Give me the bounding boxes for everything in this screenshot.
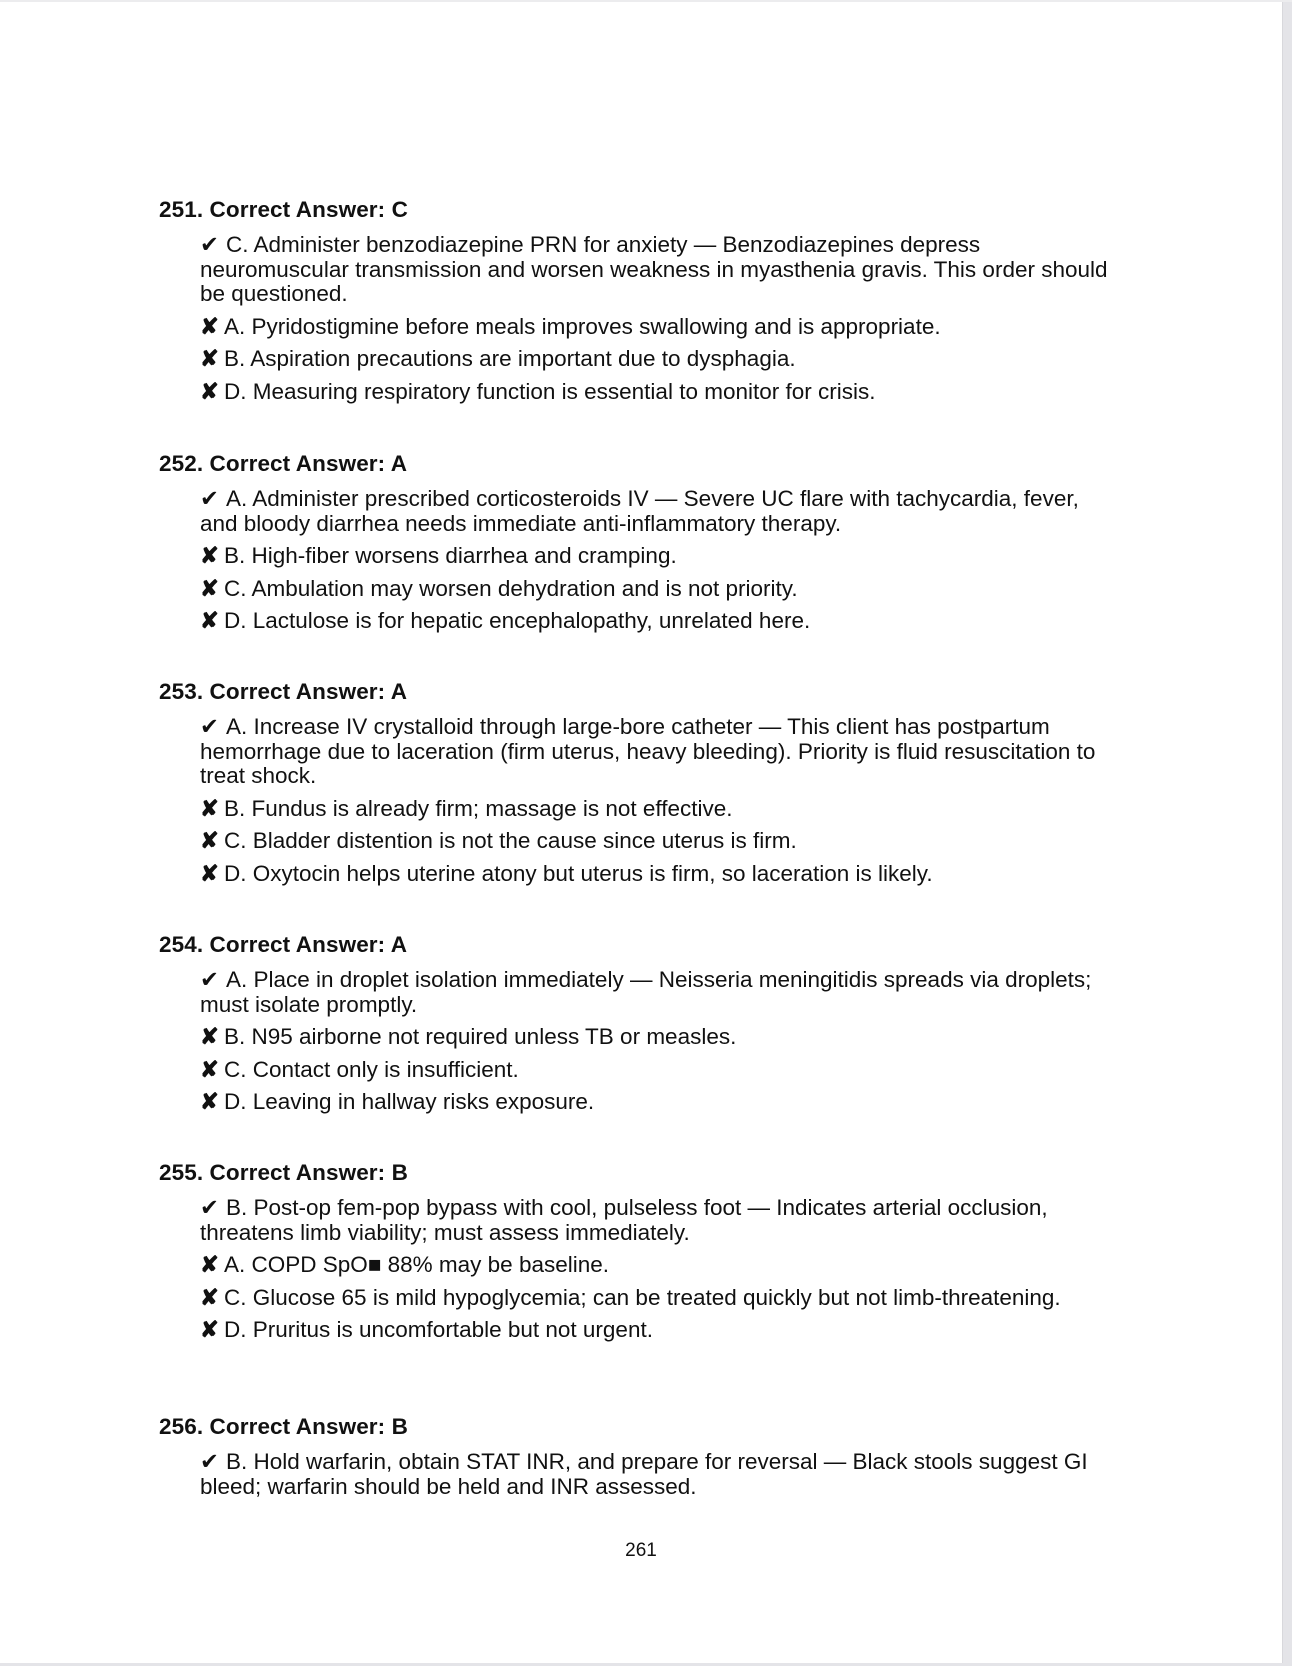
incorrect-option: ✘ D. Lactulose is for hepatic encephalopathy, unrelated here. <box>200 608 811 633</box>
checkmark-icon: ✔ <box>200 1195 219 1220</box>
incorrect-option: ✘ D. Measuring respiratory function is essential to monitor for crisis. <box>200 378 876 404</box>
cross-icon: ✘ <box>200 828 219 853</box>
cross-icon: ✘ <box>200 795 219 821</box>
incorrect-option: ✘ C. Glucose 65 is mild hypoglycemia; can be treated quickly but not limb-threatening. <box>200 1284 1061 1310</box>
answer-heading: 253. Correct Answer: A <box>159 679 408 704</box>
incorrect-option: ✘ C. Bladder distention is not the cause since uterus is firm. <box>200 828 797 853</box>
incorrect-option: ✘ B. N95 airborne not required unless TB or measles. <box>200 1024 737 1049</box>
cross-icon: ✘ <box>200 1056 219 1082</box>
answer-heading: 256. Correct Answer: B <box>159 1414 408 1439</box>
question-block-251 <box>159 197 1159 412</box>
correct-option: ✔ A. Increase IV crystalloid through large-bore catheter — This client has postpartum hemorrhage due to laceration (firm uterus, heavy bleeding). Priority is fluid resuscitation to treat shock. <box>200 714 1096 788</box>
cross-icon: ✘ <box>200 1317 219 1342</box>
correct-option: ✔ C. Administer benzodiazepine PRN for anxiety — Benzodiazepines depress neuromuscular transmission and worsen weakness in myasthenia gravis. This order should be questioned. <box>200 232 1108 306</box>
question-block-252 <box>159 451 1159 642</box>
incorrect-option: ✘ C. Contact only is insufficient. <box>200 1056 519 1082</box>
incorrect-option: ✘ A. Pyridostigmine before meals improves swallowing and is appropriate. <box>200 313 941 339</box>
cross-icon: ✘ <box>200 575 219 601</box>
question-block-255 <box>159 1160 1159 1351</box>
cross-icon: ✘ <box>200 543 219 568</box>
cross-icon: ✘ <box>200 1252 219 1277</box>
checkmark-icon: ✔ <box>200 1449 219 1474</box>
incorrect-option: ✘ C. Ambulation may worsen dehydration and is not priority. <box>200 575 798 601</box>
incorrect-option: ✘ B. Aspiration precautions are important due to dysphagia. <box>200 346 796 371</box>
correct-option: ✔ A. Place in droplet isolation immediately — Neisseria meningitidis spreads via droplets; must isolate promptly. <box>200 967 1092 1017</box>
cross-icon: ✘ <box>200 608 219 633</box>
cross-icon: ✘ <box>200 860 219 886</box>
question-block-256 <box>159 1414 1159 1507</box>
answer-heading: 252. Correct Answer: A <box>159 451 408 476</box>
answer-heading: 251. Correct Answer: C <box>159 197 408 222</box>
correct-option: ✔ B. Hold warfarin, obtain STAT INR, and prepare for reversal — Black stools suggest GI bleed; warfarin should be held and INR assessed. <box>200 1449 1088 1499</box>
answer-heading: 255. Correct Answer: B <box>159 1160 408 1185</box>
incorrect-option: ✘ D. Pruritus is uncomfortable but not urgent. <box>200 1317 653 1342</box>
cross-icon: ✘ <box>200 1024 219 1049</box>
document-page <box>0 2 1283 1663</box>
answer-heading: 254. Correct Answer: A <box>159 932 408 957</box>
correct-option: ✔ B. Post-op fem-pop bypass with cool, pulseless foot — Indicates arterial occlusion, threatens limb viability; must assess immediately. <box>200 1195 1048 1245</box>
incorrect-option: ✘ B. High-fiber worsens diarrhea and cramping. <box>200 543 677 568</box>
correct-option: ✔ A. Administer prescribed corticosteroids IV — Severe UC flare with tachycardia, fever, and bloody diarrhea needs immediate anti-inflammatory therapy. <box>200 486 1079 536</box>
checkmark-icon: ✔ <box>200 714 219 739</box>
page-number: 261 <box>625 1540 657 1561</box>
checkmark-icon: ✔ <box>200 232 219 257</box>
cross-icon: ✘ <box>200 1089 219 1114</box>
cross-icon: ✘ <box>200 313 219 339</box>
incorrect-option: ✘ D. Leaving in hallway risks exposure. <box>200 1089 595 1114</box>
incorrect-option: ✘ D. Oxytocin helps uterine atony but uterus is firm, so laceration is likely. <box>200 860 933 886</box>
cross-icon: ✘ <box>200 378 219 404</box>
checkmark-icon: ✔ <box>200 967 219 992</box>
incorrect-option: ✘ A. COPD SpO■ 88% may be baseline. <box>200 1252 610 1277</box>
question-block-254 <box>159 932 1159 1123</box>
checkmark-icon: ✔ <box>200 486 219 511</box>
cross-icon: ✘ <box>200 346 219 371</box>
incorrect-option: ✘ B. Fundus is already firm; massage is not effective. <box>200 795 733 821</box>
cross-icon: ✘ <box>200 1284 219 1310</box>
question-block-253 <box>159 679 1159 894</box>
